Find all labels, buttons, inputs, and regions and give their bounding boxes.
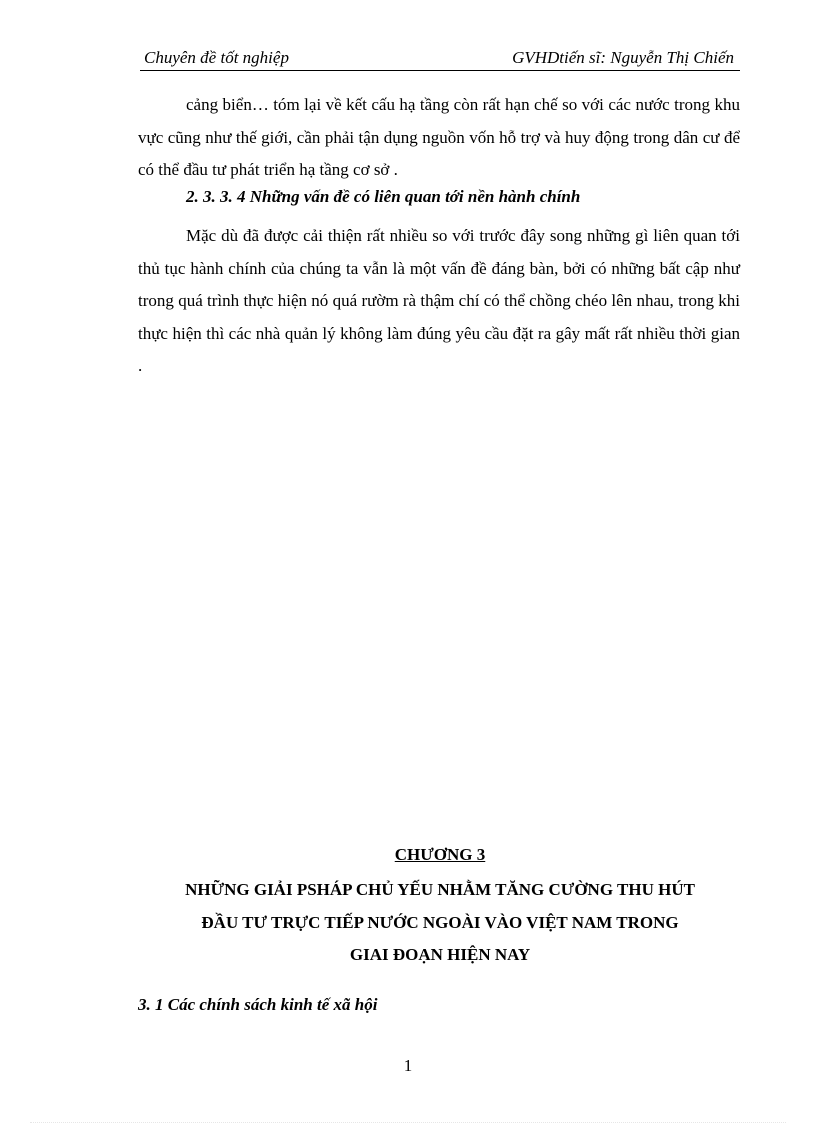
paragraph-infrastructure: [138, 89, 740, 187]
header-left-title: Chuyên đề tốt nghiệp: [144, 48, 289, 67]
header-right-advisor: GVHDtiến sĩ: Nguyễn Thị Chiến: [512, 48, 734, 67]
page-number: 1: [403, 1056, 413, 1075]
section-heading: 3. 1 Các chính sách kinh tế xã hội: [138, 995, 378, 1014]
paragraph-administration: [138, 220, 740, 383]
page-header: [140, 46, 740, 71]
paragraph-text: Mặc dù đã được cải thiện rất nhiều so với trước đây song những gì liên quan tới thủ tục hành chính của chúng ta vẫn là một vấn đề đáng bàn, bởi có những bất cập như trong quá trình thực hiện nó quá rườm rà thậm chí có thể chồng chéo lên nhau, trong khi thực hiện thì các nhà quản lý không làm đúng yêu cầu đặt ra gây mất rất nhiều thời gian .: [138, 226, 740, 375]
chapter-number: CHƯƠNG 3: [394, 845, 486, 864]
chapter-heading-block: [140, 842, 740, 972]
chapter-title: NHỮNG GIẢI PSHÁP CHỦ YẾU NHẰM TĂNG CƯỜNG THU HÚT ĐẦU TƯ TRỰC TIẾP NƯỚC NGOÀI VÀO VIỆT NAM TRONG GIAI ĐOẠN HIỆN NAY: [185, 880, 695, 964]
paragraph-text: cảng biển… tóm lại về kết cấu hạ tầng còn rất hạn chế so với các nước trong khu vực cũng như thế giới, cần phải tận dụng nguồn vốn hỗ trợ và huy động trong dân cư để có thể đầu tư phát triển hạ tầng cơ sở .: [138, 95, 740, 179]
subsection-heading: 2. 3. 3. 4 Những vấn đề có liên quan tới nền hành chính: [186, 187, 581, 206]
